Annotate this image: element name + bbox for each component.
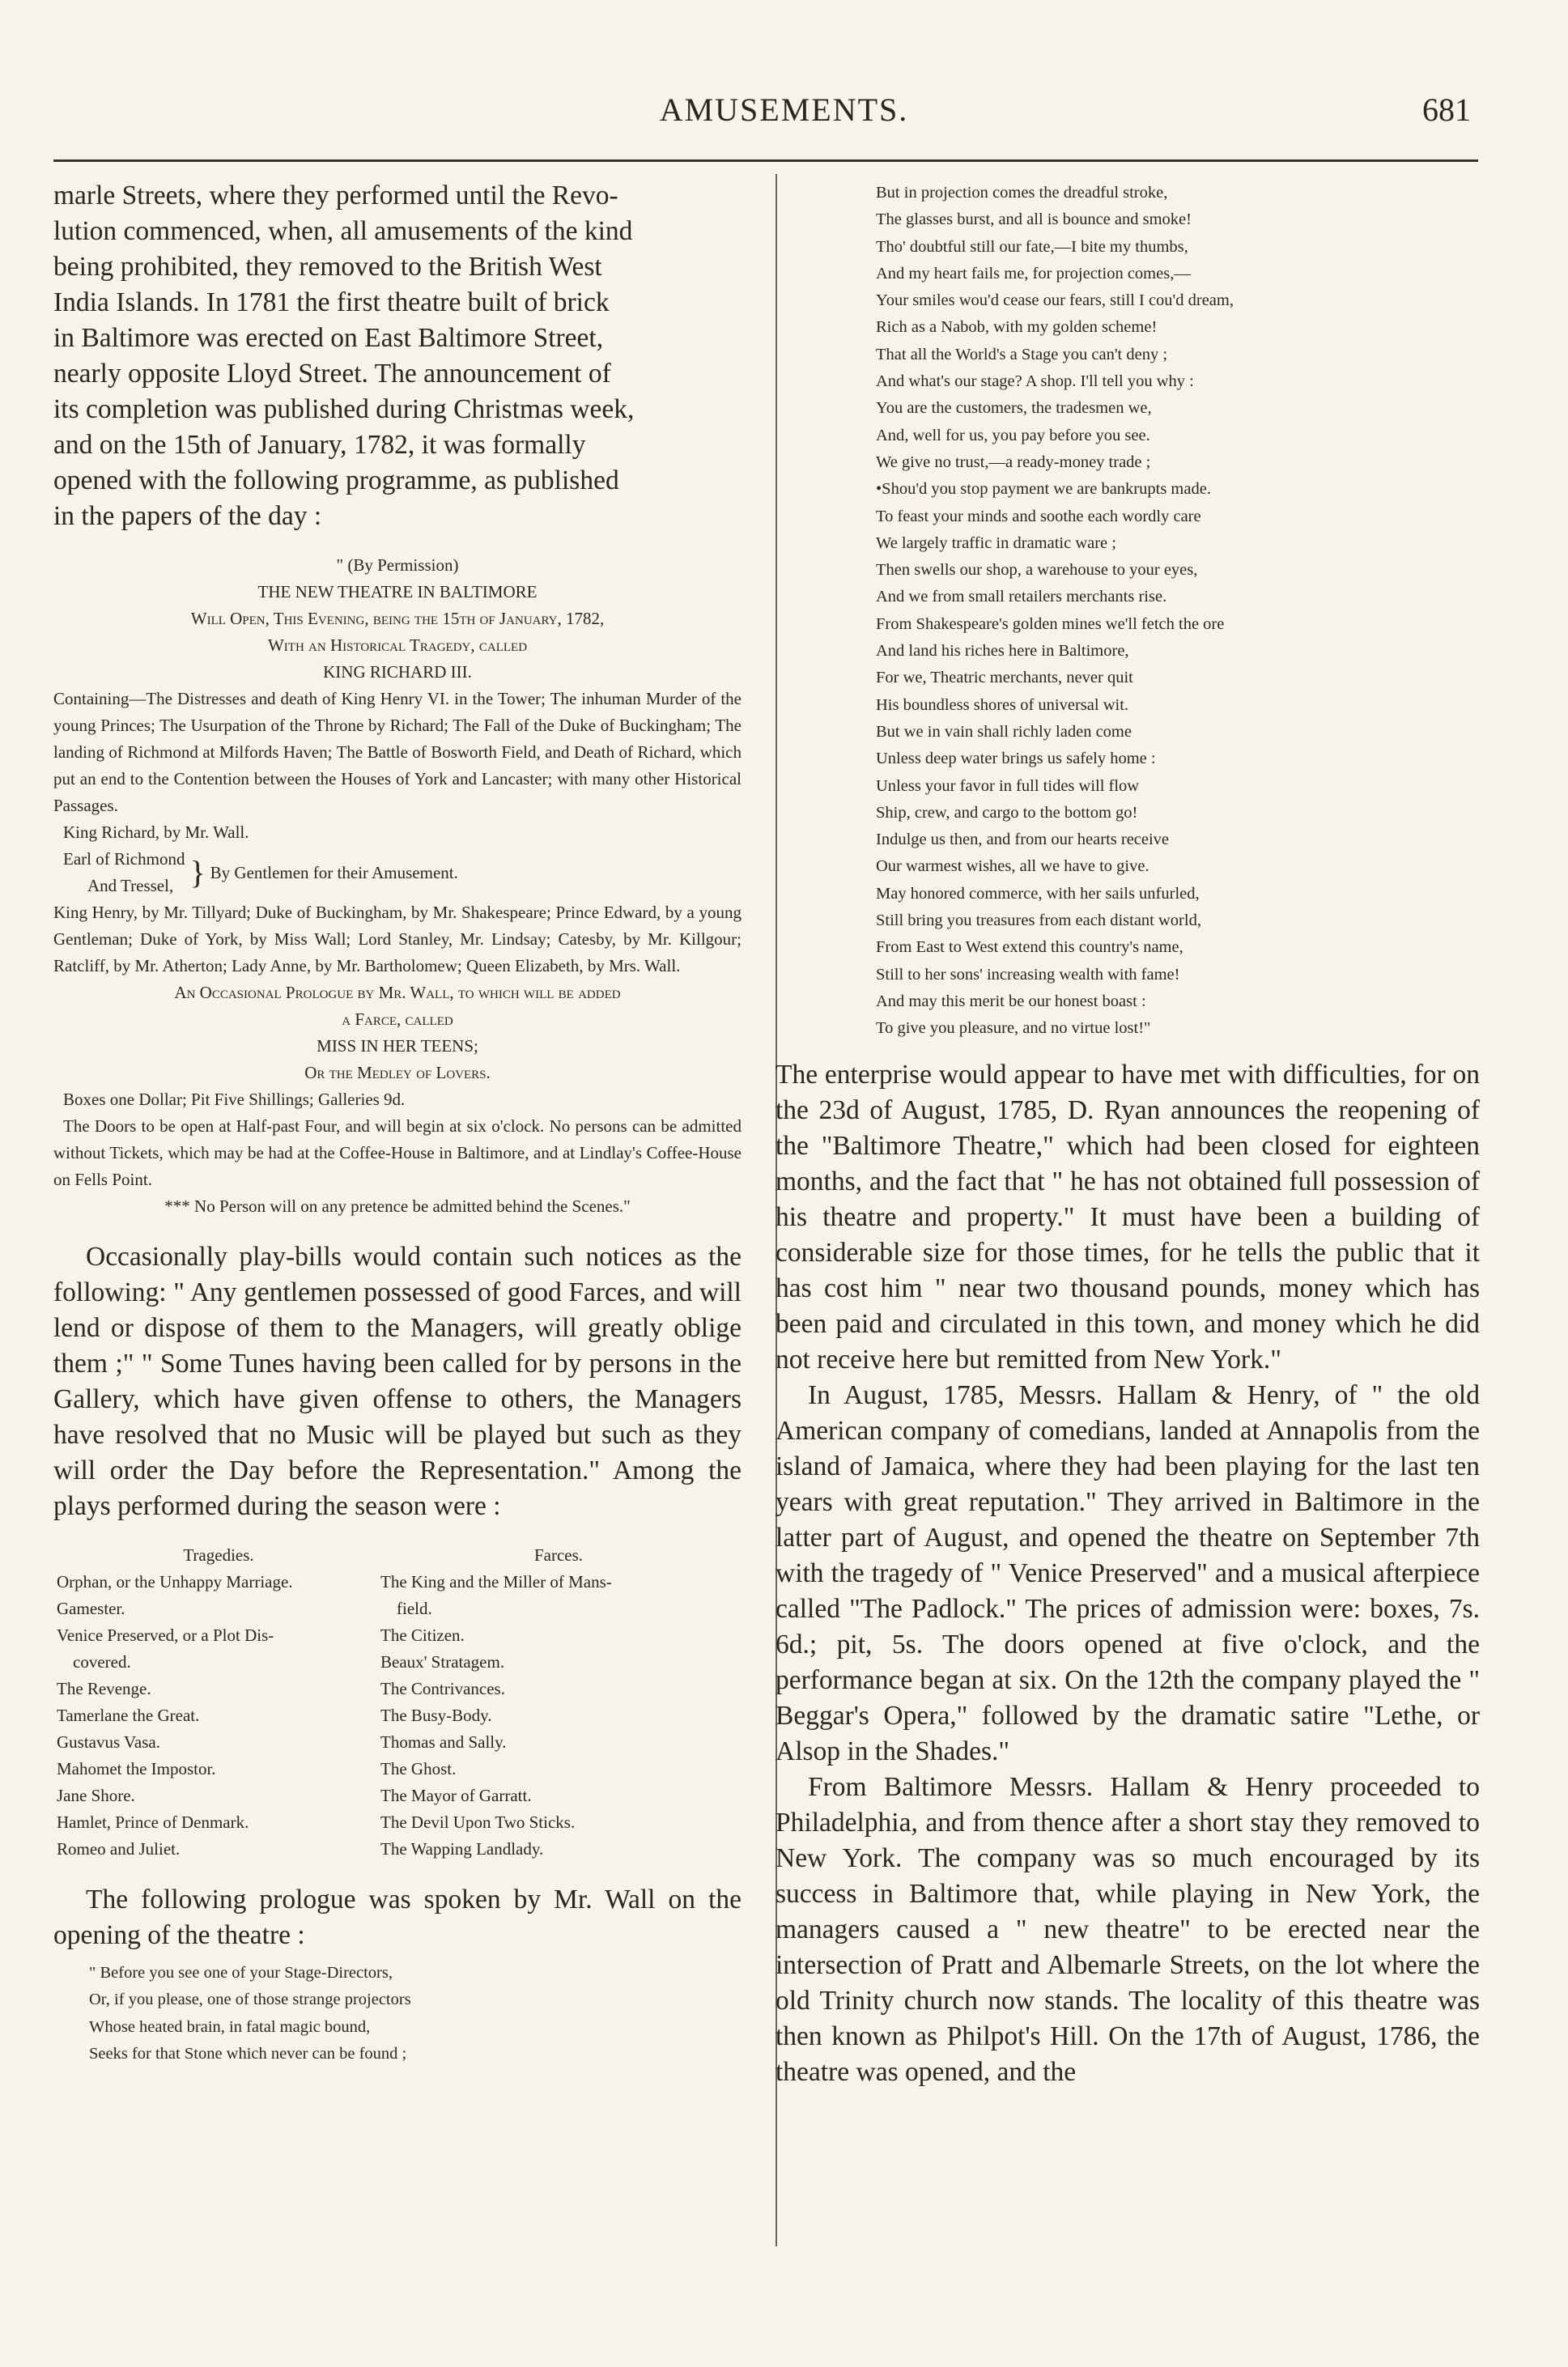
farce-item: The King and the Miller of Mans-	[380, 1572, 612, 1591]
farce-item: The Devil Upon Two Sticks.	[380, 1812, 576, 1832]
playbill-play-title: KING RICHARD III.	[323, 662, 472, 682]
header-rule	[53, 159, 1478, 162]
verse-line: " Before you see one of your Stage-Directors,	[89, 1964, 393, 1982]
paragraph-new-york: From Baltimore Messrs. Hallam & Henry proceeded to Philadelphia, and from thence after a short stay they removed to New York. The company was so much encouraged by its success in Baltimore that, while playing in New York, the managers caused a " new theatre" to be erected near the intersection of Pratt and Albemarle Streets, on the lot where the old Trinity church now stands. The locality of this theatre was then known as Philpot's Hill. On the 17th of August, 1786, the theatre was opened, and the	[776, 1771, 1480, 2087]
tragedy-item: Mahomet the Impostor.	[57, 1759, 216, 1778]
farce-item: Beaux' Stratagem.	[380, 1652, 505, 1672]
playbill-medley: Or the Medley of Lovers.	[304, 1063, 491, 1082]
verse-line: We give no trust,—a ready-money trade ;	[876, 453, 1151, 471]
tragedy-item: covered.	[73, 1652, 131, 1672]
playbill-theatre: THE NEW THEATRE IN BALTIMORE	[257, 582, 538, 601]
verse-line: The glasses burst, and all is bounce and smoke!	[876, 210, 1192, 229]
playbill-cast: King Henry, by Mr. Tillyard; Duke of Buckingham, by Mr. Shakespeare; Prince Edward, by a young Gentleman; Duke of York, by Miss Wall; Lord Stanley, Mr. Lindsay; Catesby, by Mr. Killgour; Ratcliff, by Mr. Atherton; Lady Anne, by Mr. Bartholomew; Queen Elizabeth, by Mrs. Wall.	[53, 903, 742, 975]
prologue-verse-start	[89, 1960, 742, 2067]
text-line: nearly opposite Lloyd Street. The announcement of	[53, 359, 611, 389]
text-line: marle Streets, where they performed until the Revo-	[53, 181, 618, 210]
playbill-earl: Earl of Richmond	[63, 849, 185, 869]
verse-line: His boundless shores of universal wit.	[876, 695, 1129, 714]
text-line: India Islands. In 1781 the first theatre built of brick	[53, 287, 610, 317]
verse-line: To give you pleasure, and no virtue lost!"	[876, 1019, 1151, 1038]
playbill-gentlemen: By Gentlemen for their Amusement.	[210, 862, 458, 882]
text-line: and on the 15th of January, 1782, it was formally	[53, 430, 586, 460]
tragedy-item: Hamlet, Prince of Denmark.	[57, 1812, 249, 1832]
text-line: in Baltimore was erected on East Baltimore Street,	[53, 323, 604, 353]
verse-line: Ship, crew, and cargo to the bottom go!	[876, 803, 1138, 822]
playbill-permission: " (By Permission)	[336, 555, 459, 575]
tragedy-item: Jane Shore.	[57, 1786, 135, 1805]
verse-line: And land his riches here in Baltimore,	[876, 642, 1129, 661]
tragedies-column	[53, 1542, 380, 1863]
brace-glyph: }	[189, 854, 206, 890]
verse-line: Seeks for that Stone which never can be found ;	[89, 2044, 407, 2063]
tragedy-item: Orphan, or the Unhappy Marriage.	[57, 1572, 293, 1591]
farce-item: The Busy-Body.	[380, 1706, 492, 1725]
intro-paragraph	[53, 178, 742, 534]
verse-line: Your smiles wou'd cease our fears, still I cou'd dream,	[876, 291, 1234, 310]
verse-line: We largely traffic in dramatic ware ;	[876, 533, 1116, 552]
paragraph-hallam-henry: In August, 1785, Messrs. Hallam & Henry, of " the old American company of comedians, landed at Annapolis from the island of Jamaica, where they had been playing for the last ten years with great reputation." They arrived in Baltimore in the latter part of August, and opened the theatre on September 7th with the tragedy of " Venice Preserved" and a musical afterpiece called "The Padlock." The prices of admission were: boxes, 7s. 6d.; pit, 5s. The doors opened at five o'clock, and the performance began at six. On the 12th the company played the " Beggar's Opera," followed by the dramatic satire "Lethe, or Alsop in the Shades."	[776, 1379, 1480, 1766]
verse-line: Unless your favor in full tides will flow	[876, 776, 1140, 795]
prologue-verse-continued	[776, 180, 1480, 1043]
playbill-king-richard: King Richard, by Mr. Wall.	[63, 822, 249, 842]
verse-line: Then swells our shop, a warehouse to your eyes,	[876, 561, 1198, 580]
playbill-with-tragedy: With an Historical Tragedy, called	[267, 635, 528, 655]
verse-line: •Shou'd you stop payment we are bankrupts made.	[876, 480, 1211, 499]
verse-line: And my heart fails me, for projection comes,—	[876, 264, 1191, 283]
verse-line: May honored commerce, with her sails unfurled,	[876, 884, 1200, 903]
verse-line: Rich as a Nabob, with my golden scheme!	[876, 318, 1158, 337]
tragedy-item: Tamerlane the Great.	[57, 1706, 200, 1725]
verse-line: And may this merit be our honest boast :	[876, 992, 1146, 1010]
verse-line: You are the customers, the tradesmen we,	[876, 399, 1152, 418]
verse-line: Our warmest wishes, all we have to give.	[876, 857, 1149, 876]
tragedy-item: Venice Preserved, or a Plot Dis-	[57, 1625, 274, 1645]
verse-line: From Shakespeare's golden mines we'll fetch the ore	[876, 614, 1225, 633]
text-line: opened with the following programme, as published	[53, 465, 619, 495]
right-column	[776, 180, 1480, 2090]
verse-line: Or, if you please, one of those strange projectors	[89, 1991, 411, 2009]
playbill-containing: Containing—The Distresses and death of King Henry VI. in the Tower; The inhuman Murder of the young Princes; The Usurpation of the Throne by Richard; The Fall of the Duke of Buckingham; The landing of Richmond at Milfords Haven; The Battle of Bosworth Field, and Death of Richard, which put an end to the Contention between the Houses of York and Lancaster; with many other Historical Passages.	[53, 689, 742, 815]
playbill-prologue: An Occasional Prologue by Mr. Wall, to which will be added	[174, 983, 621, 1002]
tragedies-heading: Tragedies.	[183, 1545, 254, 1565]
playbill-doors: The Doors to be open at Half-past Four, and will begin at six o'clock. No persons can be admitted without Tickets, which may be had at the Coffee-House in Baltimore, and at Lindlay's Coffee-House on Fells Point.	[53, 1116, 742, 1189]
playbill-gentlemen-roles	[53, 846, 742, 899]
playbill-will-open: Will Open, This Evening, being the 15th of January, 1782,	[190, 609, 605, 628]
farces-heading: Farces.	[533, 1545, 584, 1565]
running-header: AMUSEMENTS.	[659, 91, 909, 128]
paragraph-play-bills: Occasionally play-bills would contain such notices as the following: " Any gentlemen possessed of good Farces, and will lend or dispose of them to the Managers, will greatly oblige them ;" " Some Tunes having been called for by persons in the Gallery, which have given offense to others, the Managers have resolved that no Music will be played but such as they will order the Day before the Representation." Among the plays performed during the season were :	[53, 1242, 742, 1521]
paragraph-enterprise: The enterprise would appear to have met with difficulties, for on the 23d of August, 1785, D. Ryan announces the reopening of the "Baltimore Theatre," which had been closed for eighteen months, and the fact that " he has not obtained full possession of his theatre and property." It must have been a building of considerable size for those times, for he tells the public that it has cost him " near two thousand pounds, money which has been paid and circulated in this town, and money which he did not receive here but remitted from New York."	[776, 1059, 1480, 1375]
playbill-farce-title: MISS IN HER TEENS;	[317, 1036, 478, 1056]
verse-line: To feast your minds and soothe each wordly care	[876, 507, 1201, 525]
text-line: in the papers of the day :	[53, 501, 322, 531]
verse-line: Whose heated brain, in fatal magic bound,	[89, 2017, 371, 2036]
playbill-nb: *** No Person will on any pretence be admitted behind the Scenes."	[164, 1196, 631, 1216]
verse-line: But we in vain shall richly laden come	[876, 722, 1132, 741]
farce-item: The Citizen.	[380, 1625, 465, 1645]
verse-line: For we, Theatric merchants, never quit	[876, 669, 1133, 687]
verse-line: From East to West extend this country's name,	[876, 938, 1183, 957]
farce-item: field.	[397, 1599, 432, 1618]
text-line: its completion was published during Christmas week,	[53, 394, 635, 424]
tragedy-item: Gustavus Vasa.	[57, 1732, 160, 1752]
verse-line: Still bring you treasures from each distant world,	[876, 912, 1201, 930]
playbill-prices: Boxes one Dollar; Pit Five Shillings; Galleries 9d.	[63, 1090, 406, 1109]
playbill	[53, 552, 742, 1220]
page-number: 681	[1422, 91, 1471, 128]
farce-item: The Mayor of Garratt.	[380, 1786, 532, 1805]
verse-line: And, well for us, you pay before you see.	[876, 426, 1150, 444]
farce-item: The Ghost.	[380, 1759, 457, 1778]
verse-line: Indulge us then, and from our hearts receive	[876, 831, 1170, 849]
verse-line: Still to her sons' increasing wealth with fame!	[876, 965, 1180, 984]
tragedy-item: Romeo and Juliet.	[57, 1839, 181, 1859]
playbill-tressel: And Tressel,	[87, 876, 174, 895]
verse-line: And we from small retailers merchants rise.	[876, 588, 1167, 606]
left-column	[53, 178, 742, 2067]
text-line: being prohibited, they removed to the British West	[53, 252, 602, 282]
playbill-farce: a Farce, called	[342, 1009, 453, 1029]
tragedy-item: The Revenge.	[57, 1679, 151, 1698]
verse-line: But in projection comes the dreadful stroke,	[876, 184, 1168, 202]
verse-line: That all the World's a Stage you can't deny ;	[876, 345, 1168, 363]
tragedy-item: Gamester.	[57, 1599, 125, 1618]
farces-column	[380, 1542, 737, 1863]
farce-item: The Wapping Landlady.	[380, 1839, 544, 1859]
verse-line: Tho' doubtful still our fate,—I bite my thumbs,	[876, 237, 1188, 256]
farce-item: Thomas and Sally.	[380, 1732, 507, 1752]
farce-item: The Contrivances.	[380, 1679, 505, 1698]
plays-table	[53, 1542, 742, 1863]
paragraph-prologue-intro: The following prologue was spoken by Mr. Wall on the opening of the theatre :	[53, 1885, 742, 1950]
verse-line: Unless deep water brings us safely home :	[876, 750, 1156, 768]
text-line: lution commenced, when, all amusements of the kind	[53, 216, 633, 246]
verse-line: And what's our stage? A shop. I'll tell you why :	[876, 372, 1194, 391]
